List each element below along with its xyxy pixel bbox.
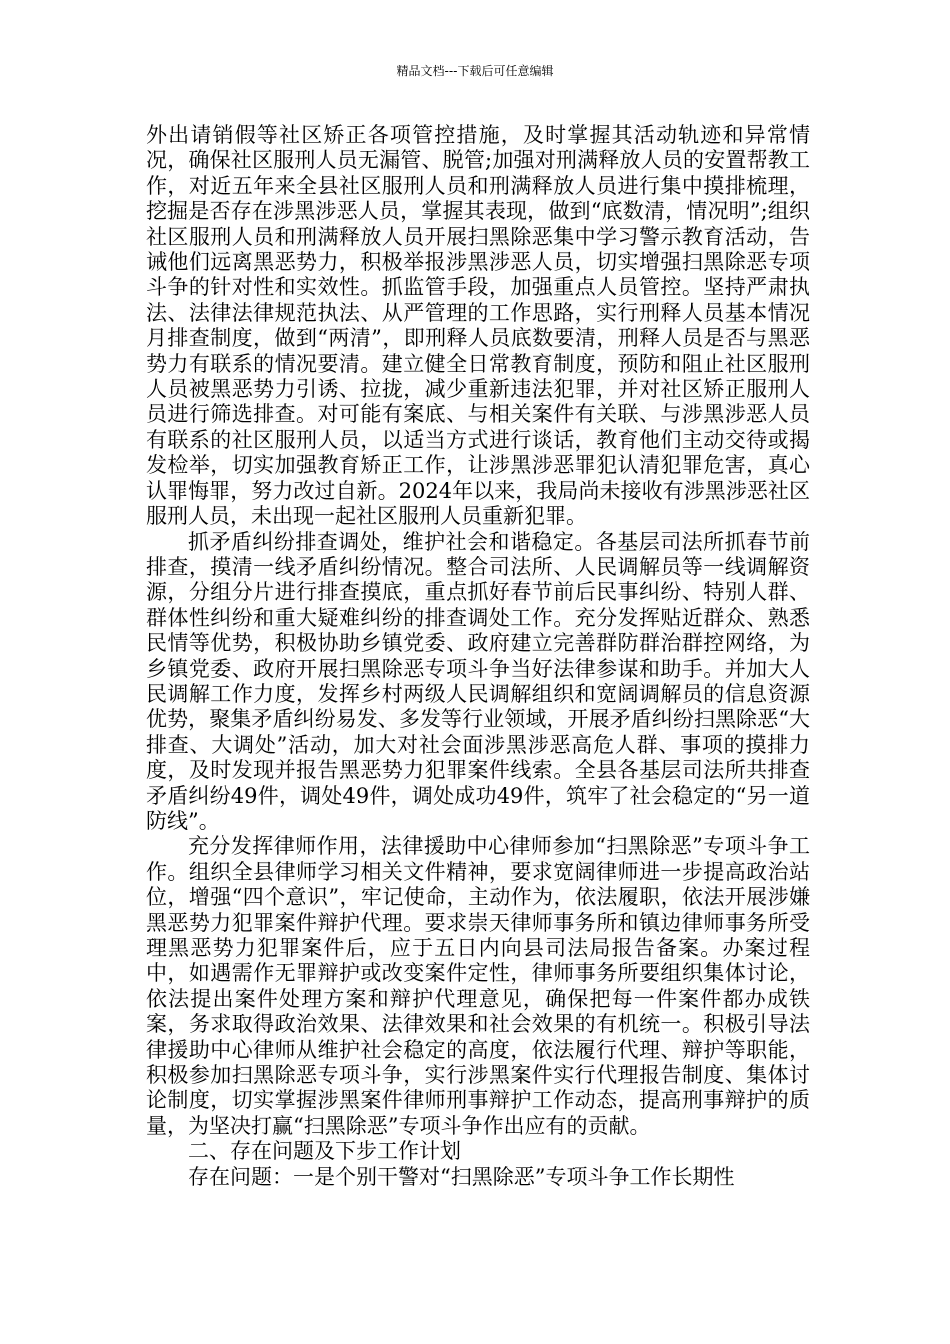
paragraph-existing-problems: 存在问题：一是个别干警对“扫黑除恶”专项斗争工作长期性 bbox=[188, 1164, 735, 1189]
page-header: 精品文档---下载后可任意编辑 bbox=[396, 64, 554, 78]
document-body bbox=[146, 123, 810, 1190]
paragraph-community-correction: 外出请销假等社区矫正各项管控措施，及时掌握其活动轨迹和异常情况，确保社区服刑人员无漏管、脱管;加强对刑满释放人员的安置帮教工作，对近五年来全县社区服刑人员和刑满释放人员进行集中摸排梳理，挖掘是否存在涉黑涉恶人员，掌握其表现，做到“底数清，情况明”;组织社区服刑人员和刑满释放人员开展扫黑除恶集中学习警示教育活动，告诫他们远离黑恶势力，积极举报涉黑涉恶人员，切实增强扫黑除恶专项斗争的针对性和实效性。抓监管手段，加强重点人员管控。坚持严肃执法、法律法律规范执法、从严管理的工作思路，实行刑释人员基本情况月排查制度，做到“两清”，即刑释人员底数要清，刑释人员是否与黑恶势力有联系的情况要清。建立健全日常教育制度，预防和阻止社区服刑人员被黑恶势力引诱、拉拢，减少重新违法犯罪，并对社区矫正服刑人员进行筛选排查。对可能有案底、与相关案件有关联、与涉黑涉恶人员有联系的社区服刑人员，以适当方式进行谈话，教育他们主动交待或揭发检举，切实加强教育矫正工作，让涉黑涉恶罪犯认清犯罪危害，真心认罪悔罪，努力改过自新。2024年以来，我局尚未接收有涉黑涉恶社区服刑人员，未出现一起社区服刑人员重新犯罪。 bbox=[146, 123, 810, 529]
section-heading-problems-plans: 二、存在问题及下步工作计划 bbox=[188, 1139, 461, 1164]
paragraph-dispute-mediation: 抓矛盾纠纷排查调处，维护社会和谐稳定。各基层司法所抓春节前排查，摸清一线矛盾纠纷情况。整合司法所、人民调解员等一线调解资源，分组分片进行排查摸底，重点抓好春节前后民事纠纷、特别人群、群体性纠纷和重大疑难纠纷的排查调处工作。充分发挥贴近群众、熟悉民情等优势，积极协助乡镇党委、政府建立完善群防群治群控网络，为乡镇党委、政府开展扫黑除恶专项斗争当好法律参谋和助手。并加大人民调解工作力度，发挥乡村两级人民调解组织和宽阔调解员的信息资源优势，聚集矛盾纠纷易发、多发等行业领域，开展矛盾纠纷扫黑除恶“大排查、大调处”活动，加大对社会面涉黑涉恶高危人群、事项的摸排力度，及时发现并报告黑恶势力犯罪案件线索。全县各基层司法所共排查矛盾纠纷49件，调处49件，调处成功49件，筑牢了社会稳定的“另一道防线”。 bbox=[146, 529, 810, 833]
paragraph-lawyer-role: 充分发挥律师作用，法律援助中心律师参加“扫黑除恶”专项斗争工作。组织全县律师学习相关文件精神，要求宽阔律师进一步提高政治站位，增强“四个意识”，牢记使命，主动作为，依法履职，依法开展涉嫌黑恶势力犯罪案件辩护代理。要求崇天律师事务所和镇边律师事务所受理黑恶势力犯罪案件后，应于五日内向县司法局报告备案。办案过程中，如遇需作无罪辩护或改变案件定性，律师事务所要组织集体讨论，依法提出案件处理方案和辩护代理意见，确保把每一件案件都办成铁案，务求取得政治效果、法律效果和社会效果的有机统一。积极引导法律援助中心律师从维护社会稳定的高度，依法履行代理、辩护等职能，积极参加扫黑除恶专项斗争，实行涉黑案件实行代理报告制度、集体讨论制度，切实掌握涉黑案件律师刑事辩护工作动态，提高刑事辩护的质量，为坚决打赢“扫黑除恶”专项斗争作出应有的贡献。 bbox=[146, 834, 810, 1138]
